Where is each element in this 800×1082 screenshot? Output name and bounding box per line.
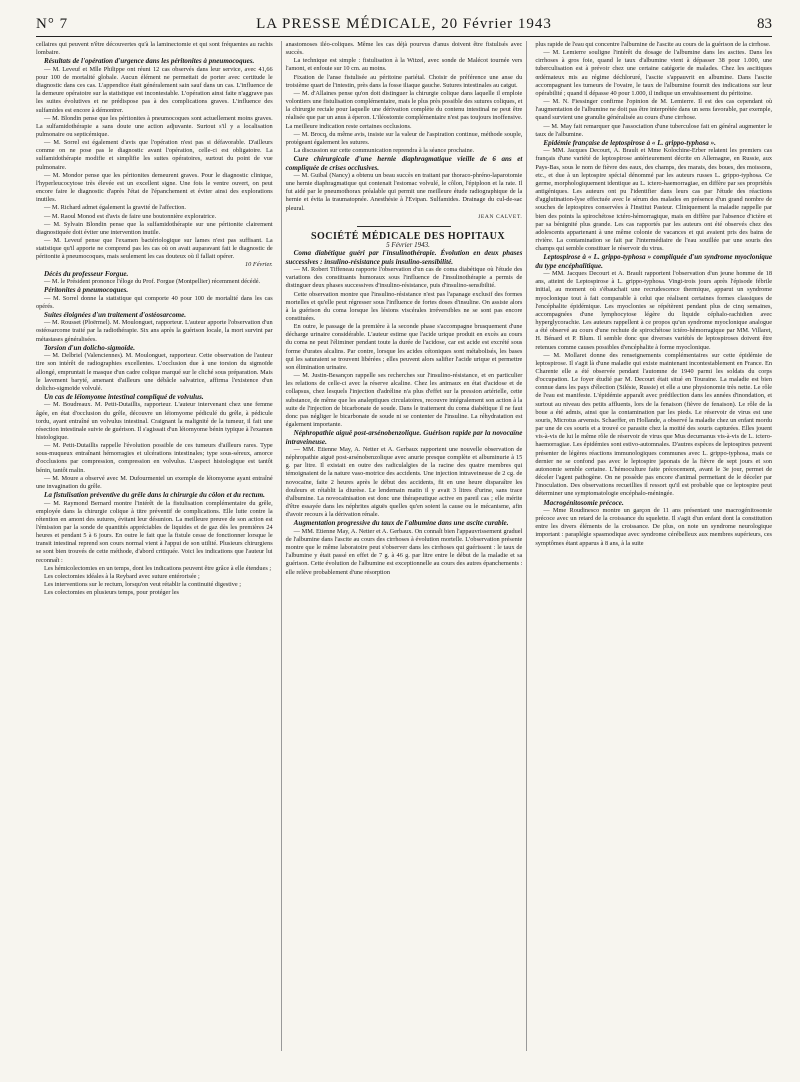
page-number: 83 <box>757 16 772 32</box>
section-heading: Macrogénitosomie précoce. <box>543 498 624 507</box>
paragraph: — M. Blondin pense que les péritonites à pneumocoques sont actuellement moins graves. La sulfamidothérapie a sans doute une action adjuvante. Surtout s'il y a localisation pulmonaire ou septicémique. <box>36 114 273 138</box>
paragraph: — M. Delbriel (Valenciennes). M. Moulonguet, rapporteur. Cette observation de l'auteur tire son intérêt de radiographies excellentes. L'occlusion due à une torsion du sigmoïde allongé, empruntait le masque d'un cadre colique marqué sur le cliché sous préparation. Mais le lavement baryté, amenant d'ailleurs une débâcle salvatrice, affirma l'existence d'un dolicho-sigmoïde volvulé. <box>36 352 273 392</box>
paragraph: — M. Boudreaux. M. Petit-Dutaillis, rapporteur. L'auteur intervenant chez une femme âgée, en état d'occlusion du grêle, découvre un léiomyome pédiculé du grêle, à pédicule tordu, ayant entraîné un volvulus intestinal. Craignant la malignité de la tumeur, il fait une résection intestinale suivie de guérison. Il s'agissait d'un léiomyome bénin typique à l'examen histologique. <box>36 401 273 441</box>
issue-number: N° 7 <box>36 16 69 32</box>
paragraph: — Mme Roudinesco montre un garçon de 11 ans présentant une macrogénitosomie précoce avec un retard de la croissance du squelette. Il s'agit d'un enfant dont la constitution entre les divers éléments de la croissance. De plus, on note un syndrome neurologique important : paraplégie spasmodique avec syndrome cérébelleux aux membres supérieurs, ces symptômes étant apparus à 8 ans, à la suite <box>535 506 772 547</box>
paragraph: Cette observation montre que l'insulino-résistance n'est pas l'apanage exclusif des formes mortelles et qu'elle peut régresser sous l'influence de fortes doses d'insuline. On assiste alors à la guérison du coma lorsque les lésions viscérales irréversibles ne se sont pas encore constituées. <box>285 290 523 322</box>
paragraph: — MM. Jacques Decourt et A. Brault rapportent l'observation d'un jeune homme de 18 ans, atteint de Leptospirose à L. grippo-typhosa. Vingt-trois jours après l'épisode fébrile initial, au moment où s'ébauchait une recrudescence thermique, apparut un syndrome myoclonique tout à fait comparable à celui que réalisent certaines formes classiques de l'encéphalite épidémique. Les myoclonies se répétèrent pendant plus de cinq semaines, accompagnées d'une lymphocytose légère du liquide céphalo-rachidien avec hyperglycorachie. Les auteurs rappellent à ce propos qu'un syndrome myoclonique analogue a été observé au cours d'une rechute de spirochétose ictéro-hémorragique par MM. Villaret, H. Bénard et P. Blum. Il semble donc que diverses variétés de leptospiroses doivent être retenues comme causes possibles d'encéphalite à forme myoclonique. <box>535 270 772 351</box>
section-heading: Péritonites à pneumocoques. <box>44 286 129 295</box>
section-heading: La fistulisation préventive du grêle dans la chirurgie du côlon et du rectum. <box>44 491 265 500</box>
newspaper-page <box>36 16 772 1066</box>
paragraph: — M. Raymond Bernard montre l'intérêt de la fistulisation complémentaire du grêle, employée dans la chirurgie colique à titre préventif de complications. Elle lutte contre la rétention en amont des sutures, évitant leur désunion. La meilleure preuve de son action est l'émission par la sonde de quantités appréciables de liquides et de gaz dès les premières 24 heures et pendant 5 à 6 jours. En outre le fait que la fistule cesse de fonctionner lorsque le transit intestinal reprend son cours normal vient à l'appui de son utilité. Plusieurs chirurgiens se sont bien trouvés de cette méthode, d'abord critiquée. Voici les indications que l'auteur lui reconnaît : <box>36 499 273 564</box>
paragraph: — M. Leveuf et Mlle Philippe ont réuni 12 cas observés dans leur service, avec 41,66 pour 100 de mortalité globale. Aucun élément ne permettait de porter avec certitude le diagnostic dans ces cas. L'appendice était généralement sain sauf dans un cas. L'influence de la demeure opératoire sur la statistique est incontestable. L'opération ainsi faite n'aggrave pas les suites évolutives et ne prédispose pas à des complications graves. L'influence des sulfamides est encore à démontrer. <box>36 65 273 114</box>
paragraph: — M. Leveuf pense que l'examen bactériologique sur lames n'est pas suffisant. La statistique qu'il apporte ne comprend pas les cas où on avait auparavant fait le diagnostic de péritonite à pneumocoques, mais seulement les cas douteux où il fallait opérer. <box>36 237 273 261</box>
paragraph: — M. Brocq, du même avis, insiste sur la valeur de l'aspiration continue, méthode souple, protégeant également les sutures. <box>285 130 523 146</box>
section-heading: Cure chirurgicale d'une hernie diaphragmatique vieille de 6 ans et compliquée de crises occlusives. <box>285 155 523 172</box>
section-heading: Leptospirose à « L. grippo-typhosa » compliquée d'un syndrome myoclonique du type encéphalitique. <box>535 253 772 270</box>
section-divider <box>357 226 452 227</box>
paragraph: — M. Richard admet également la gravité de l'affection. <box>44 204 186 212</box>
paragraph: Les colectomies idéales à la Reybard avec suture entérorisée ; <box>44 572 200 580</box>
section-heading: Néphropathie aiguë post-arsénobenzolique. Guérison rapide par la novocaïne intraveineuse. <box>285 429 523 446</box>
paragraph: — MM. Etienne May, A. Netter et A. Gerbaux. On connaît bien l'appauvrissement graduel de l'albumine dans l'ascite au cours des cirrhoses à évolution mortelle. L'observation présente montre que le même laboratoire peut s'observer dans les cirrhoses qui guérissent : le taux de l'albumine y était passé en effet de 7 g. à 46 g. par litre entre le début de la maladie et sa guérison. Cette évolution de l'albumine est exceptionnelle au cours des autres épanchements : elle relève probablement d'une résorption <box>285 527 523 576</box>
paragraph: La technique est simple : fistulisation à la Witzel, avec sonde de Malécot tournée vers l'amont, et enfouie sur 10 cm. au moins. <box>285 57 523 73</box>
section-heading: Coma diabétique guéri par l'insulinothérapie. Évolution en deux phases successives : insulino-résistance puis insulino-sensibilité. <box>285 249 523 266</box>
column-left <box>36 41 273 1051</box>
author-signature: JEAN CALVET. <box>478 213 523 220</box>
section-heading: Augmentation progressive du taux de l'albumine dans une ascite curable. <box>293 519 509 528</box>
paragraph: — M. Raoul Monod est d'avis de faire une boutonnière exploratrice. <box>44 212 217 220</box>
column-middle <box>281 41 528 1051</box>
paragraph: — M. Robert Tiffeneau rapporte l'observation d'un cas de coma diabétique où l'étude des variations des constituants humoraux sous l'influence de l'insulinothérapie a permis de distinguer deux phases successives d'insulino-résistance, puis d'insulino-sensibilité. <box>285 266 523 290</box>
section-heading: Résultats de l'opération d'urgence dans les péritonites à pneumocoques. <box>44 57 255 66</box>
session-date: 5 Février 1943. <box>386 241 430 250</box>
session-date: 10 Février. <box>245 261 273 269</box>
paragraph: — M. Sylvain Blondin pense que la sulfamidothérapie sur une péritonite clairement diagnostiquée doit éviter une intervention inutile. <box>36 220 273 236</box>
paragraph: Les hémicolectomies en un temps, dont les indications peuvent être grâce à elle étendues ; <box>44 564 272 572</box>
section-heading: Epidémie française de leptospirose à « L. grippo-typhosa ». <box>543 138 716 147</box>
section-heading: Décès du professeur Forgue. <box>44 269 129 278</box>
paragraph: Fixation de l'anse fistulisée au péritoine pariétal. Choisir de préférence une anse du troisième quart de l'intestin, près dans la fosse iliaque gauche. Sutures intestinales au catgut. <box>285 73 523 89</box>
society-heading: SOCIÉTÉ MÉDICALE DES HOPITAUX <box>310 230 506 242</box>
paragraph: — M. Rousset (Ploërmel). M. Moulonguet, rapporteur. L'auteur apporte l'observation d'un ostéosarcome traité par la radiothérapie. Six ans après la guérison locale, la mort survint par métastases généralisées. <box>36 319 273 343</box>
paragraph: — M. Moure a observé avec M. Dufourmentel un exemple de léiomyome ayant entraîné une invagination du grêle. <box>36 474 273 490</box>
column-right <box>535 41 772 1051</box>
paragraph: — M. le Président prononce l'éloge du Prof. Forgue (Montpellier) récemment décédé. <box>44 278 261 286</box>
paragraph: Les interventions sur le rectum, lorsqu'on veut rétablir la continuité digestive ; <box>44 581 241 589</box>
paragraph: — M. Sorrel est également d'avis que l'opération n'est pas si défavorable. D'ailleurs comme on ne pose pas le diagnostic avant l'opération, celle-ci est obligatoire. La sulfamidothérapie modifie et simplifie les suites opératoires, surtout du point de vue pulmonaire. <box>36 139 273 171</box>
section-heading: Torsion d'un dolicho-sigmoïde. <box>44 343 135 352</box>
paragraph: — M. Sorrel donne la statistique qui comporte 40 pour 100 de mortalité dans les cas opérés. <box>36 294 273 310</box>
paragraph: plus rapide de l'eau qui concentre l'albumine de l'ascite au cours de la guérison de la cirrhose. <box>535 41 771 48</box>
paragraph: — MM. Etienne May, A. Netter et A. Gerbaux rapportent une nouvelle observation de néphropathie aiguë post-arsénobenzolique avec anurie presque complète et albuminurie à 15 g. par litre. Il existait en outre des radiculalgies de la racine des quatre membres qui témoignaient de la nature vaso-motrice des accidents. Une injection intraveineuse de 2 cg. de novocaïne, faite 2 heures après le début des accidents, fit en une heure disparaître les douleurs et rétablit la diurèse. Le lendemain matin il y avait 3 litres d'urine, sans trace d'albumine. La novocaïnisation est donc une thérapeutique active en pareil cas ; elle mérite d'être essayée dans les néphrites aiguës quelles qu'en soient la cause ou le mécanisme, afin d'avoir recours à la dérivation rénale. <box>285 446 523 519</box>
paragraph: — M. Petit-Dutaillis rappelle l'évolution possible de ces tumeurs d'ailleurs rares. Type sous-muqueux entraînant hémorragies et ulcérations intestinales; type sous-séreux, amorce d'occlusions par compression, compression en volvulus. L'aspect histologique est tantôt bénin, tantôt malin. <box>36 442 273 474</box>
section-heading: Un cas de léiomyome intestinal compliqué de volvulus. <box>44 392 204 401</box>
paragraph: — M. May fait remarquer que l'association d'une tuberculose fait en général augmenter le taux de l'albumine. <box>535 122 772 138</box>
paragraph: Les colectomies en plusieurs temps, pour protéger les <box>44 589 179 597</box>
paragraph: — M. Mollaret donne des renseignements complémentaires sur cette épidémie de leptospirose. Il s'agit là d'une maladie qui existe maintenant incontestablement en France. En Charente elle a été observée pendant l'automne de 1940 parmi les soldats du corps d'occupation. Le foyer étudié par M. Decourt était situé en Touraine. La maladie est bien connue dans les pays d'élection (Silésie, Russie) et elle a une physionomie très nette. Le rôle de l'eau est manifeste. L'épidémie apparaît avec prédilection dans les années d'inondation, et surtout au niveau des petits affluents, lors de la fenaison (fièvre de fenaison). Le rôle de la boue a été admis, ainsi que la contamination par les pieds. Le réservoir de virus est une souris, Microtus arvensis. Schaeffer, en Hollande, a observé la maladie chez un enfant mordu par une de ces souris et a trouvé ce parasite chez la moitié des souris capturées. Elles jouent vis-à-vis de lui le même rôle de réservoir de virus que Mus decumanus vis-à-vis de L. ictero-haemorragiae. Les épidémies sont estivo-automnales. D'autres espèces de leptospires peuvent présenter de légères réactions immunologiques communes avec L. grippo-typhosa, mais ce dernier ne se confond pas avec le leptospire japonais de la fièvre de sept jours et son autonomie semble certaine. L'hémoculture faite précocement, avant le 3e jour, permet de déceler l'agent pathogène. On ne possède pas encore d'animal permettant de le déceler par l'inoculation. Des observations recueillies il ressort qu'il est probable que ce leptospire peut déterminer une symptomatologie encéphalo-méningée. <box>535 351 772 498</box>
paragraph: — M. Lemierre souligne l'intérêt du dosage de l'albumine dans les ascites. Dans les cirrhoses à gros foie, quand le taux d'albumine vient à dépasser 38 pour 1.000, une tuberculisation est à prévoir chez une certaine catégorie de malades. Chez les ascitiques œdémateux mis au régime déchloruré, l'ascite s'appauvrit en albumine. Dans l'ascite accompagnant les tumeurs de l'ovaire, le taux de l'albumine fournit des indications sur leur opérabilité ; quand il dépasse 40 pour 1.000, il indique un envahissement du péritoine. <box>535 49 772 97</box>
paragraph: — M. d'Allaines pense qu'on doit distinguer la chirurgie colique dans laquelle il emploie volontiers une fistulisation complémentaire, mais le plus près possible des sutures coliques, et la chirurgie rectale pour laquelle une dérivation complète du contenu intestinal ne peut être réalisée que par un anus à éperon. L'iléostomie complémentaire n'est pas toujours inoffensive. La meilleure indication reste certaines occlusions. <box>285 89 523 130</box>
section-heading: Suites éloignées d'un traitement d'ostéosarcome. <box>44 310 187 319</box>
paragraph: — M. Justin-Besançon rappelle ses recherches sur l'insulino-résistance, et en particulier les relations de celle-ci avec la réserve alcaline. Chez les animaux en état d'acidose et de collapsus, chez lesquels l'injection d'adréline n'a plus d'effet sur la pression artérielle, cette substance, de même que les analeptiques circulatoires, recouvre intégralement son action à la suite de l'injection de bicarbonate de soude. Dans le traitement du coma diabétique il ne faut donc pas négliger le bicarbonate de soude ni se contenter de l'insuline. La réhydratation est également importante. <box>285 372 523 429</box>
article-columns <box>36 41 772 1051</box>
paragraph: En outre, le passage de la première à la seconde phase s'accompagne brusquement d'une décharge urinaire considérable. L'auteur estime que l'acide urique produit en excès au cours du coma ne peut l'éliminer pendant toute la durée de l'acidose, car est acide est excrété sous forme d'urates alcalins. Par contre, lorsque les acides cétoniques sont métabolisés, les bases qui les saturaient se trouvent libérées ; elles peuvent alors salifier l'acide urique et permettre son élimination urinaire. <box>285 323 523 371</box>
paragraph: cellaires qui peuvent n'être découvertes qu'à la laminectomie et qui sont fréquentes au rachis lombaire. <box>36 41 273 57</box>
paragraph: — M. Guibal (Nancy) a obtenu un beau succès en traitant par thoraco-phréno-laparotomie une hernie diaphragmatique qui contenait l'estomac volvulé, le côlon, l'épiploon et la rate. Il fut aidé par le pneumothorax préalable qui permit une meilleure étude radiographique de la hernie et évita la traumatopnée. Anesthésie à l'Evipan. Sulfamides. Drainage du cul-de-sac pleural. <box>285 172 523 212</box>
journal-title: LA PRESSE MÉDICALE, 20 Février 1943 <box>256 16 552 32</box>
paragraph: La discussion sur cette communication reprendra à la séance prochaine. <box>293 147 475 155</box>
paragraph: anastomoses iléo-coliques. Même les cas déjà pourvus d'anus doivent être fistulisés avec succès. <box>285 41 523 57</box>
paragraph: — MM. Jacques Decourt, A. Brault et Mme Kolochine-Erber relatent les premiers cas français d'une variété de leptospirose antérieurement décrite en Allemagne, en Russie, aux Pays-Bas, sous le nom de fièvre des eaux, des champs, des marais, des boues, des moissons, etc., et due à un leptospire spécial dénommé par les auteurs russes L. grippo-typhosa. Ce germe, morphologiquement identique au L. ictero-haemorragiae, en diffère par ses propriétés antigéniques. Les auteurs ont pu l'identifier dans leurs cas par l'étude des réactions d'agglutination-lyse effectuée avec le sérum des malades en présence d'un grand nombre de souches de leptospires conservées à l'Institut Pasteur. Cliniquement la maladie rappelle par bien des points la spirochétose ictéro-hémorragique, mais en diffère par l'absence d'ictère et par sa bénignité plus grande. Les cas rapportés par les auteurs ont été observés chez des adolescents appartenant à une même colonie de vacances et qui avaient pris des bains de rivière. La contamination se fait par l'intermédiaire de l'eau souillée par une souris des champs qui semble constituer le réservoir du virus. <box>535 147 772 253</box>
paragraph: — M. N. Fiessinger confirme l'opinion de M. Lemierre. Il est des cas cependant où l'augmentation de l'albumine ne doit pas être interprétée dans un sens favorable, par exemple, quand survient une granulie généralisée au cours d'une cirrhose. <box>535 98 772 122</box>
paragraph: — M. Mondor pense que les péritonites demeurent graves. Pour le diagnostic clinique, l'hyperleucocytose très élevée est un excellent signe. Une fois le ventre ouvert, on peut encore faire le diagnostic d'après l'état de l'épanchement et éviter ainsi des explorations inutiles. <box>36 171 273 204</box>
page-header <box>36 16 772 37</box>
